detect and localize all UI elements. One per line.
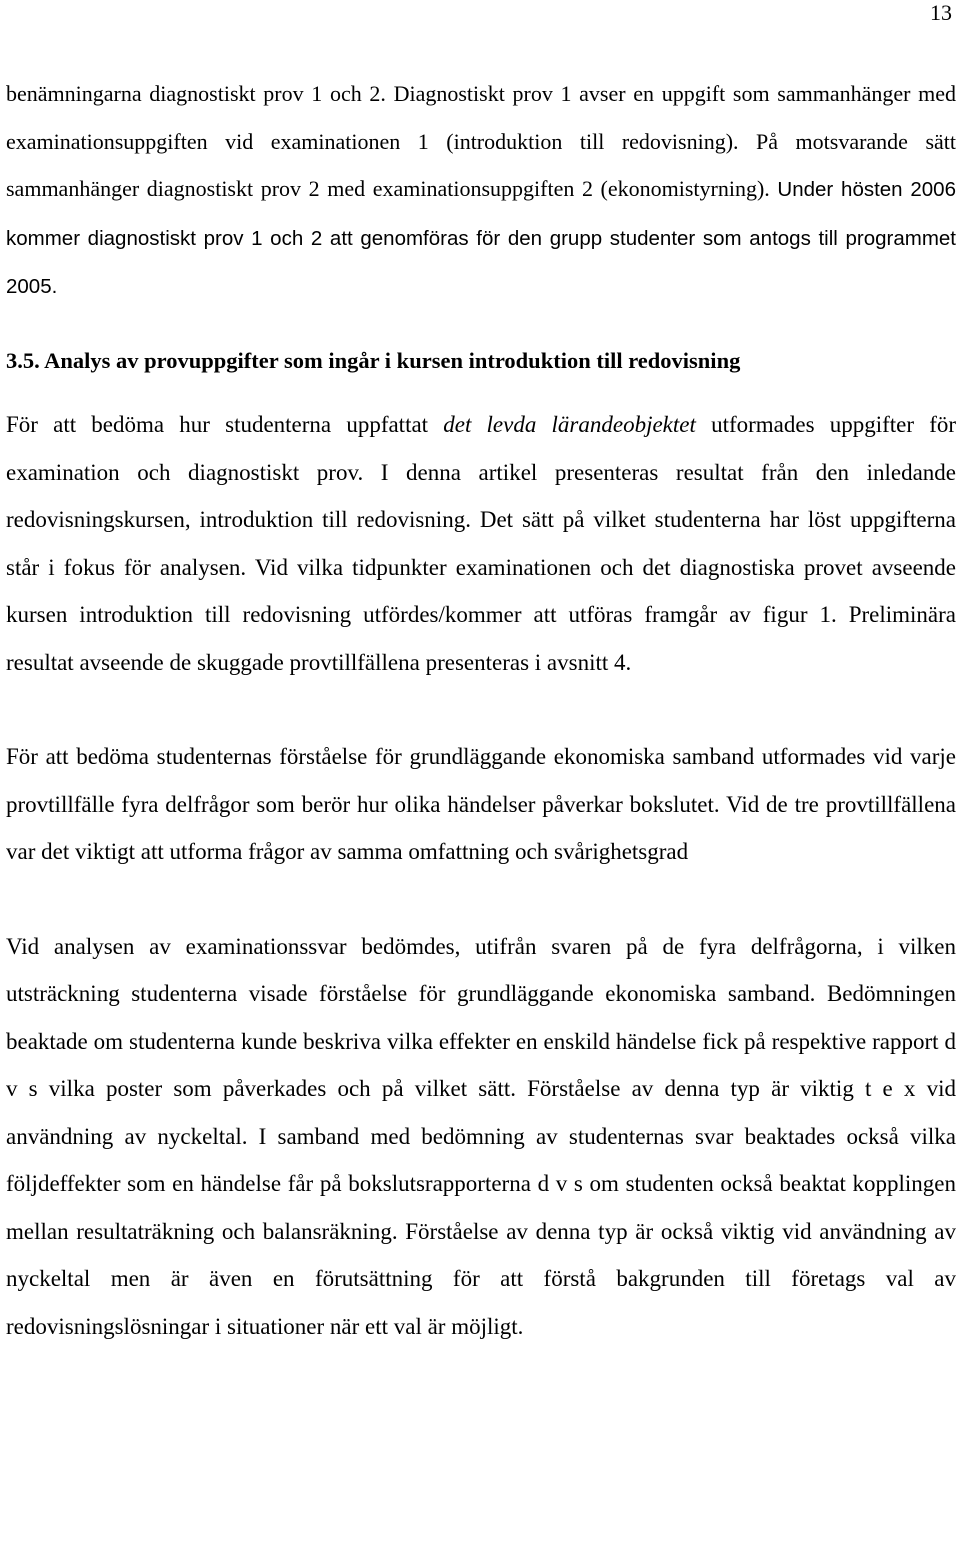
method-rest: utformades uppgifter för examination och diagnostiskt prov. I denna artikel presenteras resultat från den inledande redovisningskursen, introduktion till redovisning. Det sätt på vilket studenterna har löst uppgifterna står i fokus för analysen. Vid vilka tidpunkter examinationen och det diagnostiska provet avseende kursen introduktion till redovisning utfördes/kommer att utföras framgår av figur 1. Preliminära resultat avseende de skuggade provtillfällena presenteras i avsnitt 4. xyxy=(6,412,957,675)
section-heading: 3.5. Analys av provuppgifter som ingår i kursen introduktion till redovisning xyxy=(6,347,741,373)
intro-text-part2: Under hösten 2006 kommer diagnostiskt prov 1 och 2 att genomföras för den grupp studenter som antogs till programmet 2005. xyxy=(6,178,956,298)
understanding-paragraph: För att bedöma studenternas förståelse för grundläggande ekonomiska samband utformades vid varje provtillfälle fyra delfrågor som berör hur olika händelser påverkar bokslutet. Vid de tre provtillfällena var det viktigt att utforma frågor av samma omfattning och svårighetsgrad xyxy=(6,744,956,864)
method-lead: För att bedöma hur studenterna uppfattat xyxy=(6,412,429,437)
intro-paragraph xyxy=(6,70,956,311)
analysis-paragraph: Vid analysen av examinationssvar bedömdes, utifrån svaren på de fyra delfrågorna, i vilken utsträckning studenterna visade förståelse för grundläggande ekonomiska samband. Bedömningen beaktade om studenterna kunde beskriva vilka effekter en enskild händelse fick på respektive rapport d v s vilka poster som påverkades och på vilket sätt. Förståelse av denna typ är viktig t e x vid användning av nyckeltal. I samband med bedömning av studenternas svar beaktades också vilka följdeffekter som en händelse får på bokslutsrapporterna d v s om studenten också beaktat kopplingen mellan resultaträkning och balansräkning. Förståelse av denna typ är också viktig vid användning av nyckeltal men är även en förutsättning för att förstå bakgrunden till företags val av redovisningslösningar i situationer när ett val är möjligt. xyxy=(6,933,956,1339)
intro-text-part1: benämningarna diagnostiskt prov 1 och 2. Diagnostiskt prov 1 avser en uppgift som sammanhänger med examinationsuppgiften vid examinationen 1 (introduktion till redovisning). På motsvarande sätt sammanhänger diagnostiskt prov 2 med examinationsuppgiften 2 (ekonomistyrning). xyxy=(6,81,956,201)
method-paragraph xyxy=(6,401,956,686)
method-emphasis: det levda lärandeobjektet xyxy=(443,412,696,437)
page-number: 13 xyxy=(930,0,952,25)
document-body xyxy=(6,70,956,1350)
